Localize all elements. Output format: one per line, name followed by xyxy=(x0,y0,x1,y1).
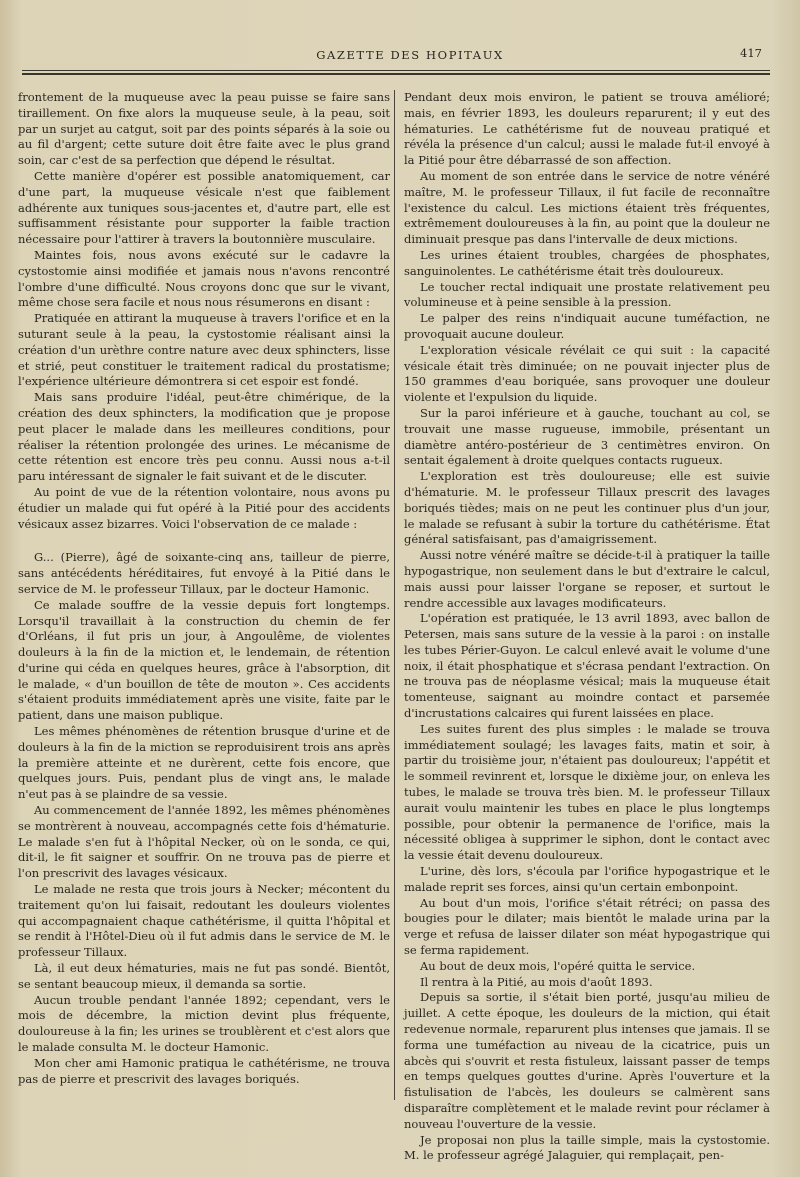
paragraph: Mon cher ami Hamonic pratiqua le cathétérisme, ne trouva pas de pierre et prescrivit des lavages boriqués. xyxy=(18,1055,390,1086)
paragraph: Les urines étaient troubles, chargées de phosphates, sanguinolentes. Le cathétérisme était très douloureux. xyxy=(404,247,770,278)
paragraph: Maintes fois, nous avons exécuté sur le cadavre la cystostomie ainsi modifiée et jamais nous n'avons rencontré l'ombre d'une difficulté. Nous croyons donc que sur le vivant, même chose sera facile et nous nous résumerons en disant : xyxy=(18,247,390,310)
paragraph: Au moment de son entrée dans le service de notre vénéré maître, M. le professeur Tillaux, il fut facile de reconnaître l'existence du calcul. Les mictions étaient très fréquentes, extrêmement douloureuses à la fin, au point que la douleur ne diminuait presque pas dans l'intervalle de deux mictions. xyxy=(404,168,770,247)
paragraph: Là, il eut deux hématuries, mais ne fut pas sondé. Bientôt, se sentant beaucoup mieux, il demanda sa sortie. xyxy=(18,961,390,991)
paragraph: L'opération est pratiquée, le 13 avril 1893, avec ballon de Petersen, mais sans suture de la vessie à la paroi : on installe les tubes Périer-Guyon. Le calcul enlevé avait le volume d'une noix, il était phosphatique et s'écrasa pendant l'extraction. On ne trouva pas de néoplasme vésical; mais la muqueuse était tomenteuse, saignant au moindre contact et parsemée d'incrustations calcaires qui furent laissées en place. xyxy=(404,611,770,721)
paragraph: Depuis sa sortie, il s'était bien porté, jusqu'au milieu de juillet. A cette époque, les douleurs de la miction, qui était redevenue normale, reparurent plus intenses que jamais. Il se forma une tuméfaction au niveau de la cicatrice, puis un abcès qui s'ouvrit et resta fistuleux, laissant passer de temps en temps quelques gouttes d'urine. Après l'ouverture et la fistulisation de l'abcès, les douleurs se calmèrent sans disparaître complètement et le malade revint pour réclamer à nouveau l'ouverture de la vessie. xyxy=(404,990,770,1131)
paragraph: Le malade ne resta que trois jours à Necker; mécontent du traitement qu'on lui faisait, redoutant les douleurs violentes qui accompagnaient chaque cathétérisme, il quitta l'hôpital et se rendit à l'Hôtel-Dieu où il fut admis dans le service de M. le professeur Tillaux. xyxy=(18,882,390,960)
running-title: GAZETTE DES HOPITAUX xyxy=(316,48,504,62)
paragraph: Au bout d'un mois, l'orifice s'était rétréci; on passa des bougies pour le dilater; mais bientôt le malade urina par la verge et refusa de laisser dilater son méat hypogastrique qui se ferma rapidement. xyxy=(404,895,770,958)
paragraph: Les suites furent des plus simples : le malade se trouva immédiatement soulagé; les lavages faits, matin et soir, à partir du troisième jour, n'étaient pas douloureux; l'appétit et le sommeil revinrent et, lorsque le dixième jour, on enleva les tubes, le malade se trouva très bien. M. le professeur Tillaux aurait voulu maintenir les tubes en place le plus longtemps possible, pour obtenir la permanence de l'orifice, mais la nécessité obligea à supprimer le siphon, dont le contact avec la vessie était devenu douloureux. xyxy=(404,721,770,863)
paragraph: Mais sans produire l'idéal, peut-être chimérique, de la création des deux sphincters, la modification que je propose peut placer le malade dans les meilleures conditions, pour réaliser la rétention prolongée des urines. Le mécanisme de cette rétention est encore très peu connu. Aussi nous a-t-il paru intéressant de signaler le fait suivant et de le discuter. xyxy=(18,390,390,484)
paragraph: Cette manière d'opérer est possible anatomiquement, car d'une part, la muqueuse vésicale n'est que faiblement adhérente aux tuniques sous-jacentes et, d'autre part, elle est suffisamment résistante pour supporter la faible traction nécessaire pour l'attirer à travers la boutonnière musculaire. xyxy=(18,168,390,247)
paragraph: Ce malade souffre de la vessie depuis fort longtemps. Lorsqu'il travaillait à la construction du chemin de fer d'Orléans, il fut pris un jour, à Angoulême, de violentes douleurs à la fin de la miction et, le lendemain, de rétention d'urine qui céda en quelques heures, grâce à l'absorption, dit le malade, « d'un bouillon de tête de mouton ». Ces accidents s'étaient produits immédiatement après une visite, faite par le patient, dans une maison publique. xyxy=(18,597,390,723)
paragraph: L'exploration vésicale révélait ce qui suit : la capacité vésicale était très diminuée; on ne pouvait injecter plus de 150 grammes d'eau boriquée, sans provoquer une douleur violente et l'expulsion du liquide. xyxy=(404,342,770,405)
right-column xyxy=(404,90,770,1164)
column-divider xyxy=(394,90,395,1100)
paragraph: Il rentra à la Pitié, au mois d'août 1893. xyxy=(420,974,653,989)
paragraph: L'urine, dès lors, s'écoula par l'orifice hypogastrique et le malade reprit ses forces, ainsi qu'un certain embonpoint. xyxy=(404,864,770,894)
paragraph: Le toucher rectal indiquait une prostate relativement peu volumineuse et à peine sensible à la pression. xyxy=(404,279,770,310)
paragraph: frontement de la muqueuse avec la peau puisse se faire sans tiraillement. On fixe alors la muqueuse seule, à la peau, soit par un surjet au catgut, soit par des points séparés à la soie ou au fil d'argent; cette suture doit être faite avec le plus grand soin, car c'est de sa perfection que dépend le résultat. xyxy=(18,90,390,168)
paragraph: Aussi notre vénéré maître se décide-t-il à pratiquer la taille hypogastrique, non seulement dans le but d'extraire le calcul, mais aussi pour laisser l'organe se reposer, et surtout le rendre accessible aux lavages modificateurs. xyxy=(404,548,770,610)
header-rule-thin xyxy=(22,70,770,71)
paragraph: Je proposai non plus la taille simple, mais la cystostomie. M. le professeur agrégé Jalaguier, qui remplaçait, pen- xyxy=(404,1132,770,1163)
paragraph: Au point de vue de la rétention volontaire, nous avons pu étudier un malade qui fut opéré à la Pitié pour des accidents vésicaux assez bizarres. Voici l'observation de ce malade : xyxy=(18,484,390,531)
observation-paragraph: G... (Pierre), âgé de soixante-cinq ans, tailleur de pierre, sans antécédents héréditaires, fut envoyé à la Pitié dans le service de M. le professeur Tillaux, par le docteur Hamonic. xyxy=(18,550,390,596)
paragraph: Sur la paroi inférieure et à gauche, touchant au col, se trouvait une masse rugueuse, immobile, présentant un diamètre antéro-postérieur de 3 centimètres environ. On sentait également à droite quelques contacts rugueux. xyxy=(404,405,770,468)
paragraph: Au bout de deux mois, l'opéré quitta le service. xyxy=(420,958,696,973)
left-column xyxy=(18,90,390,1087)
paragraph: Les mêmes phénomènes de rétention brusque d'urine et de douleurs à la fin de la miction se reproduisirent trois ans après la première atteinte et ne durèrent, cette fois encore, que quelques jours. Puis, pendant plus de vingt ans, le malade n'eut pas à se plaindre de sa vessie. xyxy=(18,724,390,802)
paragraph: Le palper des reins n'indiquait aucune tuméfaction, ne provoquait aucune douleur. xyxy=(404,311,770,341)
paragraph: Au commencement de l'année 1892, les mêmes phénomènes se montrèrent à nouveau, accompagnés cette fois d'hématurie. Le malade s'en fut à l'hôpital Necker, où on le sonda, ce qui, dit-il, le fit saigner et souffrir. On ne trouva pas de pierre et l'on prescrivit des lavages vésicaux. xyxy=(18,803,390,881)
page-number: 417 xyxy=(740,46,762,60)
paragraph: Pendant deux mois environ, le patient se trouva amélioré; mais, en février 1893, les douleurs reparurent; il y eut des hématuries. Le cathétérisme fut de nouveau pratiqué et révéla la présence d'un calcul; aussi le malade fut-il envoyé à la Pitié pour être débarrassé de son affection. xyxy=(404,90,770,168)
header-rule-thick xyxy=(22,73,770,75)
paragraph: Aucun trouble pendant l'année 1892; cependant, vers le mois de décembre, la miction devint plus fréquente, douloureuse à la fin; les urines se troublèrent et c'est alors que le malade consulta M. le docteur Hamonic. xyxy=(18,992,390,1055)
paragraph: Pratiquée en attirant la muqueuse à travers l'orifice et en la suturant seule à la peau, la cystostomie réalisant ainsi la création d'un urèthre contre nature avec deux sphincters, lisse et strié, peut constituer le traitement radical du prostatisme; l'expérience ultérieure démontrera si cet espoir est fondé. xyxy=(18,311,390,389)
paragraph: L'exploration est très douloureuse; elle est suivie d'hématurie. M. le professeur Tillaux prescrit des lavages boriqués tièdes; mais on ne peut les continuer plus d'un jour, le malade se refusant à subir la torture du cathétérisme. État général satisfaisant, pas d'amaigrissement. xyxy=(404,469,770,547)
page-header xyxy=(60,44,760,66)
